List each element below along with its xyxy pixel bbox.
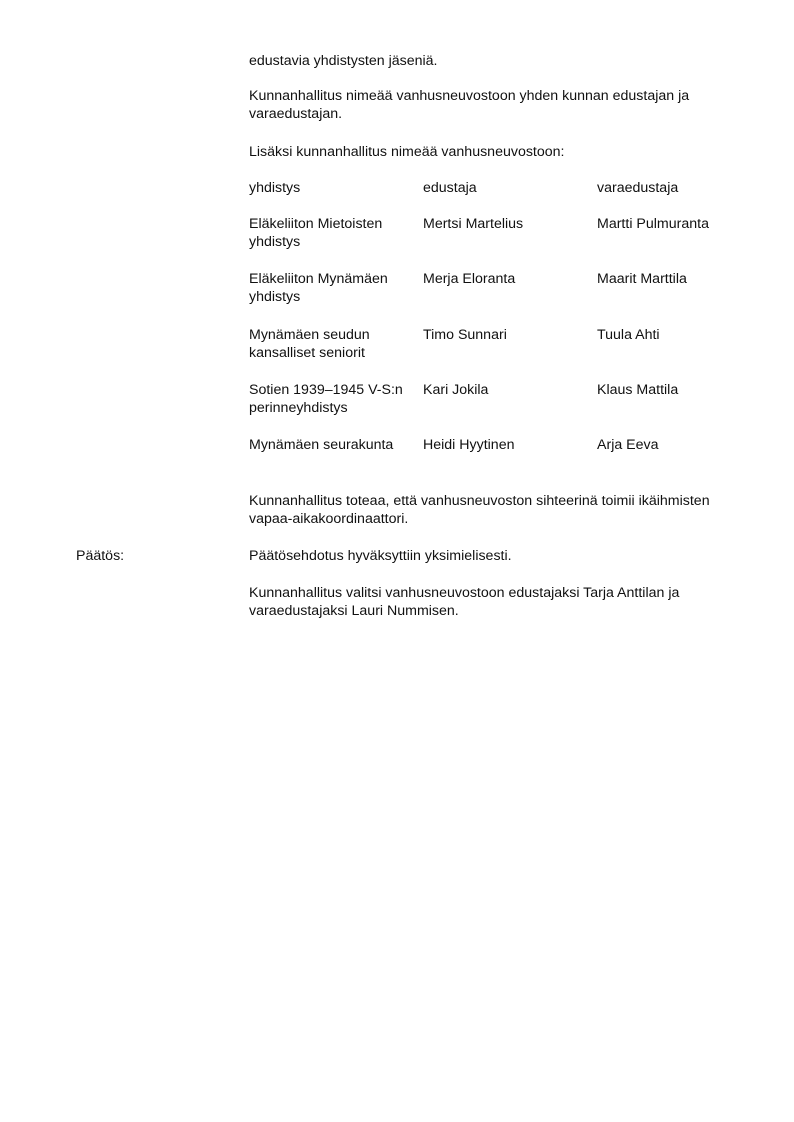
representative-cell: Timo Sunnari [423, 327, 507, 343]
representative-cell: Kari Jokila [423, 382, 489, 398]
column-header-association: yhdistys [249, 180, 301, 196]
association-cell: Sotien 1939–1945 V-S:n perinneyhdistys [249, 382, 403, 416]
association-cell: Eläkeliiton Mynämäen yhdistys [249, 271, 388, 305]
representative-cell: Mertsi Martelius [423, 216, 524, 232]
paragraph-decision: Päätösehdotus hyväksyttiin yksimielisesti. [249, 548, 512, 564]
paragraph-secretary-note: Kunnanhallitus toteaa, että vanhusneuvoston sihteerinä toimii ikäihmisten vapaa-aikakoordinaattori. [249, 493, 710, 527]
deputy-cell: Maarit Marttila [597, 271, 687, 287]
decision-label: Päätös: [76, 548, 125, 564]
paragraph-additional-appointments: Lisäksi kunnanhallitus nimeää vanhusneuvostoon: [249, 144, 565, 160]
paragraph-intro-continuation: edustavia yhdistysten jäseniä. [249, 53, 438, 69]
paragraph-board-appoints: Kunnanhallitus nimeää vanhusneuvostoon yhden kunnan edustajan ja varaedustajan. [249, 88, 690, 122]
deputy-cell: Tuula Ahti [597, 327, 660, 343]
representative-cell: Merja Eloranta [423, 271, 516, 287]
paragraph-board-selection: Kunnanhallitus valitsi vanhusneuvostoon edustajaksi Tarja Anttilan ja varaedustajaksi Lauri Nummisen. [249, 585, 680, 619]
deputy-cell: Martti Pulmuranta [597, 216, 709, 232]
column-header-deputy: varaedustaja [597, 180, 679, 196]
deputy-cell: Klaus Mattila [597, 382, 679, 398]
association-cell: Mynämäen seudun kansalliset seniorit [249, 327, 370, 361]
association-cell: Mynämäen seurakunta [249, 437, 394, 453]
column-header-representative: edustaja [423, 180, 477, 196]
association-cell: Eläkeliiton Mietoisten yhdistys [249, 216, 383, 250]
representative-cell: Heidi Hyytinen [423, 437, 515, 453]
deputy-cell: Arja Eeva [597, 437, 659, 453]
